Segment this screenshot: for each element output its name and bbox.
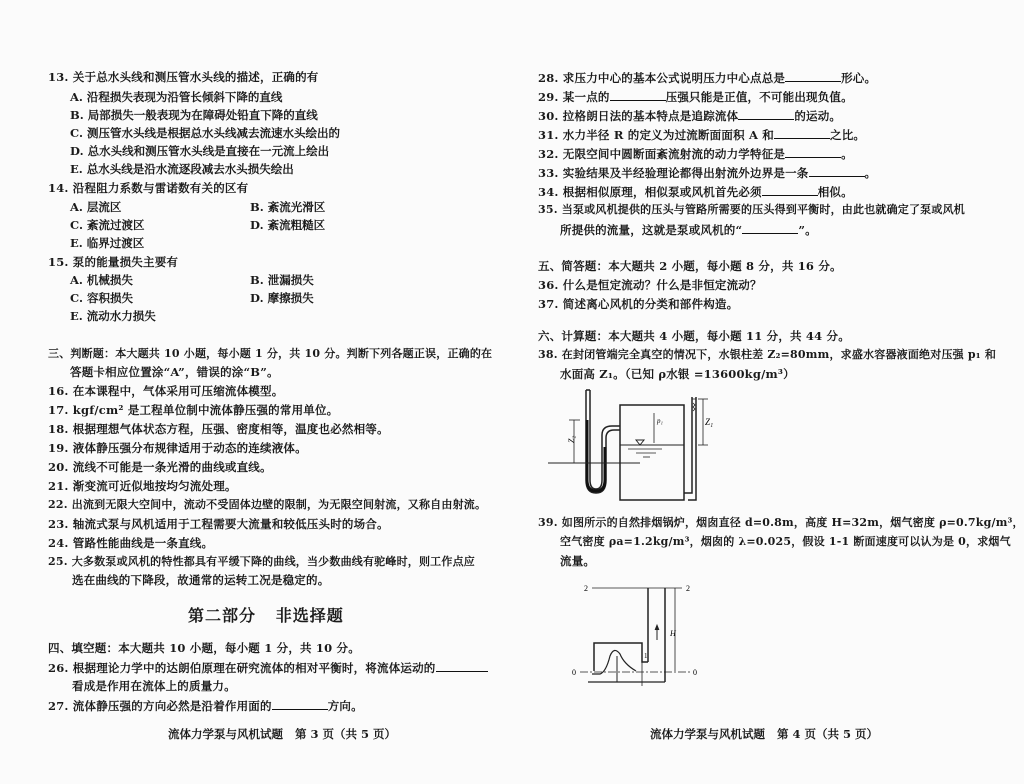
q29-text-a: 29. 某一点的 [538, 90, 610, 104]
q34-blank [762, 184, 818, 196]
q14-option-c: C. 紊流过渡区 [70, 218, 145, 232]
section-2-left-label: 2 [584, 584, 588, 593]
q39-chimney-diagram [562, 578, 722, 688]
q33-text-a: 33. 实验结果及半经验理论都得出射流外边界是一条 [538, 166, 809, 180]
q27 [48, 698, 363, 713]
q29 [538, 89, 853, 104]
q16: 16. 在本课程中，气体采用可压缩流体模型。 [48, 384, 284, 398]
q14-option-d: D. 紊流粗糙区 [250, 218, 326, 232]
q15-stem: 15. 泵的能量损失主要有 [48, 255, 179, 269]
q26-text: 26. 根据理论力学中的达朗伯原理在研究流体的相对平衡时，将流体运动的 [48, 661, 436, 675]
q33 [538, 165, 876, 180]
q21: 21. 渐变流可近似地按均匀流处理。 [48, 479, 237, 493]
section3-header-cont: 答题卡相应位置涂“A”，错误的涂“B”。 [70, 365, 279, 379]
H-label: H [670, 629, 676, 638]
section3-header: 三、判断题：本大题共 10 小题，每小题 1 分，共 10 分。判断下列各题正误，正确的在 [48, 347, 493, 360]
q31 [538, 127, 865, 142]
q35-text-b: ”。 [798, 223, 817, 237]
q30-text-b: 的运动。 [794, 109, 842, 123]
q25: 25. 大多数泵或风机的特性都具有平缓下降的曲线，当少数曲线有驼峰时，则工作点应 [48, 555, 475, 568]
q30 [538, 108, 841, 123]
q15-option-e: E. 流动水力损失 [70, 309, 156, 323]
q31-text-a: 31. 水力半径 R 的定义为过流断面面积 A 和 [538, 128, 775, 142]
q26 [48, 660, 488, 675]
z1-label: Z₁ [705, 417, 714, 427]
q18: 18. 根据理想气体状态方程，压强、密度相等，温度也必然相等。 [48, 422, 389, 436]
q32 [538, 146, 853, 161]
q13-stem: 13. 关于总水头线和测压管水头线的描述，正确的有 [48, 70, 319, 84]
q39: 39. 如图所示的自然排烟锅炉，烟囱直径 d=0.8m，高度 H=32m，烟气密度 ρ=0.7kg/m³， [538, 516, 1024, 529]
q26-cont: 看成是作用在流体上的质量力。 [72, 679, 236, 693]
section-0-right-label: 0 [693, 668, 697, 677]
q15-option-d: D. 摩擦损失 [250, 291, 314, 305]
q14-option-e: E. 临界过渡区 [70, 236, 145, 250]
q14-option-a: A. 层流区 [70, 200, 122, 214]
q15-option-b: B. 泄漏损失 [250, 273, 314, 287]
q38-cont: 水面高 Z₁。（已知 ρ水银 =13600kg/m³） [560, 367, 795, 381]
q29-text-b: 压强只能是正值，不可能出现负值。 [665, 90, 853, 104]
q27-text-b: 方向。 [327, 699, 363, 713]
q31-text-b: 之比。 [830, 128, 866, 142]
q39-cont2: 流量。 [560, 554, 596, 568]
q38-manometer-diagram [540, 385, 720, 505]
section6-header: 六、计算题：本大题共 4 小题，每小题 11 分，共 44 分。 [538, 329, 850, 343]
q28-blank [785, 70, 841, 82]
q15-option-a: A. 机械损失 [70, 273, 133, 287]
q39-cont1: 空气密度 ρa=1.2kg/m³，烟囱的 λ=0.025，假设 1-1 断面速度可以认为是 0，求烟气 [560, 535, 1011, 548]
q35: 35. 当泵或风机提供的压头与管路所需要的压头得到平衡时，由此也就确定了泵或风机 [538, 203, 965, 216]
p1-label: p₁ [657, 417, 663, 425]
q34 [538, 184, 853, 199]
q13-option-e: E. 总水头线是沿水流逐段减去水头损失绘出 [70, 162, 294, 176]
q33-text-b: 。 [864, 166, 877, 180]
q23: 23. 轴流式泵与风机适用于工程需要大流量和较低压头时的场合。 [48, 517, 389, 531]
q31-blank [774, 127, 830, 139]
q13-option-a: A. 沿程损失表现为沿管长倾斜下降的直线 [70, 90, 283, 104]
exam-page-4 [512, 0, 1024, 784]
q27-text-a: 27. 流体静压强的方向必然是沿着作用面的 [48, 699, 272, 713]
q14-option-b: B. 紊流光滑区 [250, 200, 326, 214]
q36: 36. 什么是恒定流动？什么是非恒定流动？ [538, 278, 762, 292]
section5-header: 五、简答题：本大题共 2 小题，每小题 8 分，共 16 分。 [538, 259, 842, 273]
q19: 19. 液体静压强分布规律适用于动态的连续液体。 [48, 441, 307, 455]
q35-text-a: 所提供的流量，这就是泵或风机的“ [560, 223, 743, 237]
q22: 22. 出流到无限大空间中，流动不受固体边壁的限制，为无限空间射流，又称自由射流。 [48, 498, 487, 511]
q37: 37. 简述离心风机的分类和部件构造。 [538, 297, 739, 311]
q32-blank [785, 146, 841, 158]
section-2-right-label: 2 [686, 584, 690, 593]
q26-blank [436, 660, 488, 672]
q13-option-b: B. 局部损失一般表现为在障碍处铅直下降的直线 [70, 108, 318, 122]
q32-text-b: 。 [841, 147, 853, 161]
q30-blank [738, 108, 794, 120]
q15-option-c: C. 容积损失 [70, 291, 133, 305]
page-footer-4: 流体力学泵与风机试题 第 4 页（共 5 页） [650, 727, 879, 741]
q34-text-b: 相似。 [817, 185, 853, 199]
z2-label: Z₂ [567, 435, 576, 443]
q27-blank [272, 698, 328, 710]
q13-option-c: C. 测压管水头线是根据总水头线减去流速水头绘出的 [70, 126, 340, 140]
q28-text-b: 形心。 [841, 71, 877, 85]
q25-cont: 选在曲线的下降段，故通常的运转工况是稳定的。 [72, 573, 330, 587]
q34-text-a: 34. 根据相似原理，相似泵或风机首先必须 [538, 185, 762, 199]
q13-option-d: D. 总水头线和测压管水头线是直接在一元流上绘出 [70, 144, 330, 158]
q38: 38. 在封闭管端完全真空的情况下，水银柱差 Z₂=80mm，求盛水容器液面绝对压强 p₁ 和 [538, 348, 997, 361]
q28-text-a: 28. 求压力中心的基本公式说明压力中心点总是 [538, 71, 786, 85]
part2-title: 第二部分 非选择题 [188, 606, 344, 625]
q14-stem: 14. 沿程阻力系数与雷诺数有关的区有 [48, 181, 249, 195]
page-footer-3: 流体力学泵与风机试题 第 3 页（共 5 页） [168, 727, 397, 741]
q33-blank [809, 165, 865, 177]
q30-text-a: 30. 拉格朗日法的基本特点是追踪流体 [538, 109, 739, 123]
q32-text-a: 32. 无限空间中圆断面紊流射流的动力学特征是 [538, 147, 786, 161]
q17: 17. kgf/cm² 是工程单位制中流体静压强的常用单位。 [48, 403, 339, 417]
q35-blank [742, 222, 798, 234]
q20: 20. 流线不可能是一条光滑的曲线或直线。 [48, 460, 272, 474]
q24: 24. 管路性能曲线是一条直线。 [48, 536, 214, 550]
section-0-left-label: 0 [572, 668, 576, 677]
section-1-label: 1 [644, 652, 648, 660]
q28 [538, 70, 876, 85]
section4-header: 四、填空题：本大题共 10 小题，每小题 1 分，共 10 分。 [48, 641, 360, 655]
q29-blank [610, 89, 666, 101]
q35-cont [560, 222, 817, 237]
